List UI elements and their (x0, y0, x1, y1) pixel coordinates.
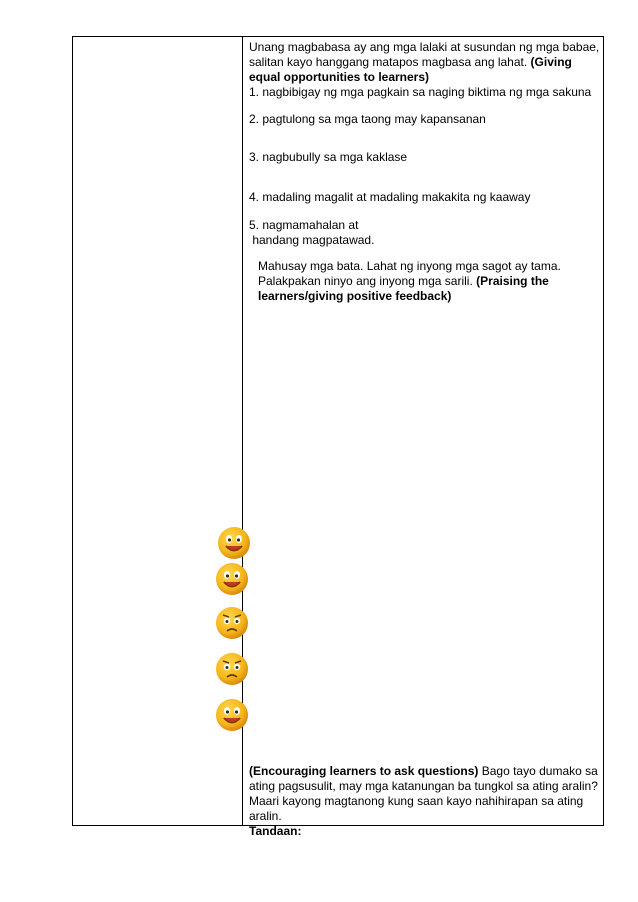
worried-face-icon (215, 606, 249, 640)
happy-face-icon (215, 562, 249, 596)
answer-item-3: 3. nagbubully sa mga kaklase (249, 150, 408, 164)
closing-paragraph (249, 764, 601, 839)
feedback-paragraph (258, 259, 588, 304)
intro-text: Unang magbabasa ay ang mga lalaki at susundan ng mga babae, salitan kayo hanggang matapos magbasa ang lahat. (249, 40, 600, 69)
intro-strategy: (Giving equal opportunities to learners) (249, 55, 572, 84)
tandaan-heading: Tandaan: (249, 824, 302, 838)
activity-column (249, 40, 601, 838)
answer-item-4: 4. madaling magalit at madaling makakita ng kaaway (249, 190, 531, 204)
feedback-strategy: (Praising the learners/giving positive feedback) (258, 274, 549, 303)
answer-item-5-cont: handang magpatawad. (249, 233, 375, 247)
emoji-column (215, 526, 255, 736)
intro-paragraph (249, 40, 601, 85)
answer-item-2: 2. pagtulong sa mga taong may kapansanan (249, 112, 486, 126)
happy-face-icon (217, 526, 251, 560)
closing-text: Bago tayo dumako sa ating pagsusulit, may mga katanungan ba tungkol sa ating aralin? Maari kayong magtanong kung saan kayo nahihirapan sa ating aralin. (249, 764, 598, 823)
lesson-table (72, 36, 604, 838)
answer-item-5: 5. nagmamahalan at (249, 218, 359, 232)
feedback-text: Mahusay mga bata. Lahat ng inyong mga sagot ay tama. Palakpakan ninyo ang inyong mga sarili. (258, 259, 561, 288)
closing-strategy: (Encouraging learners to ask questions) (249, 764, 479, 778)
answer-item-1: 1. nagbibigay ng mga pagkain sa naging biktima ng mga sakuna (249, 85, 592, 99)
happy-face-icon (215, 698, 249, 732)
worried-face-icon (215, 652, 249, 686)
